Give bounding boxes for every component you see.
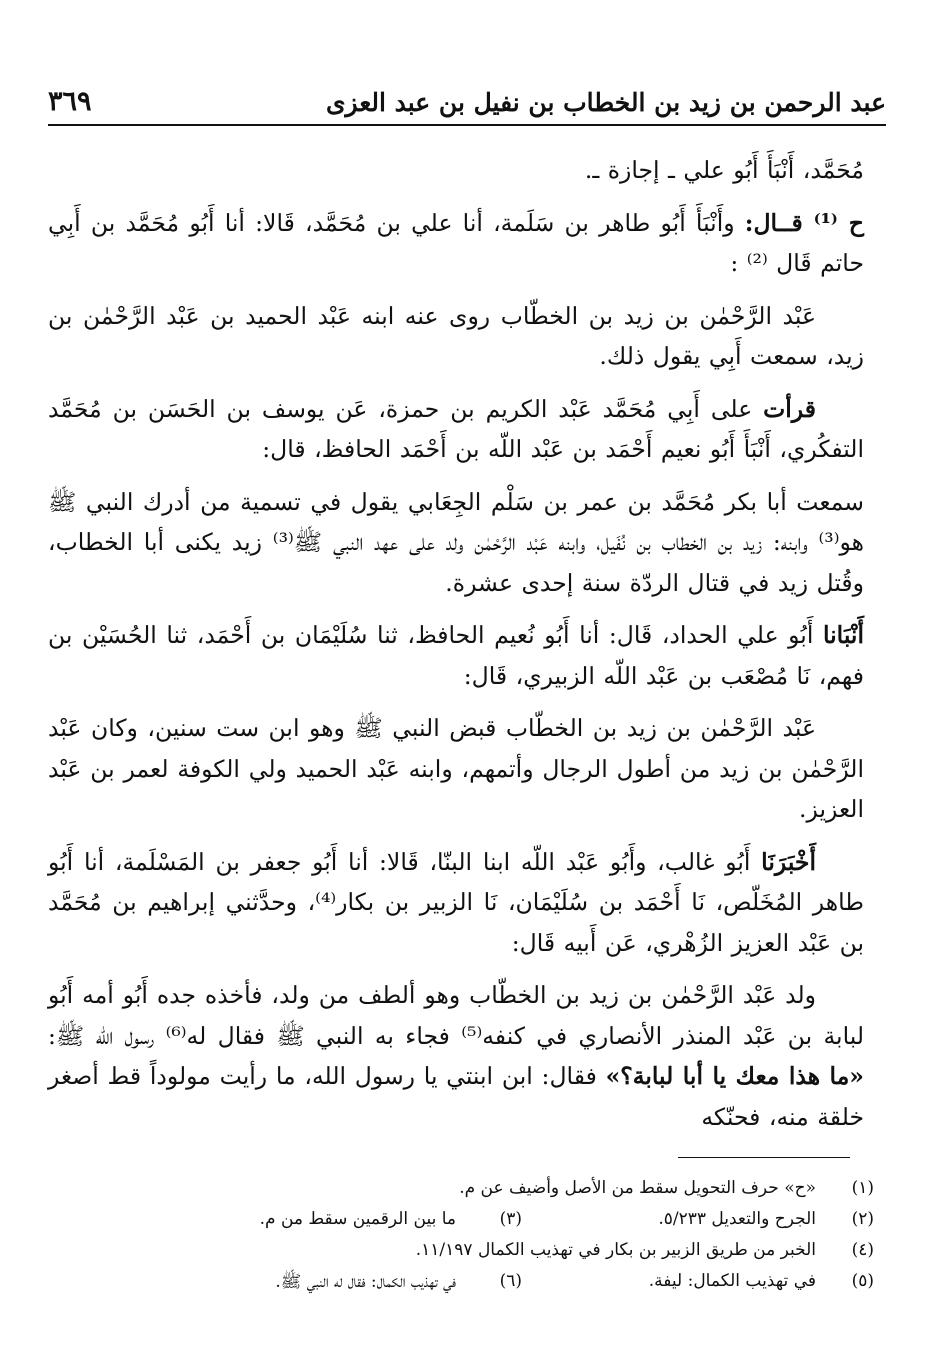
paragraph-text-tail: فقال: ابن ابنتي يا رسول الله، ما رأيت مولوداً قط أصغر خلقة منه، فحنّكه <box>48 1062 864 1131</box>
paragraph-text: أَبُو غالب، وأَبُو عَبْد اللّه ابنا البنّا، قَالا: أنا أَبُو جعفر بن المَسْلَمة، أنا أَبُو طاهر المُخَلّص، نَا أَحْمَد بن سُلَيْمَان، نَا الزبير بن بكار⁽⁴⁾، وحدَّثني إبراهيم بن مُحَمَّد بن عَبْد العزيز الزُهْري، عَن أَبيه قَال: <box>48 847 864 957</box>
paragraph-lead: أَخْبَرَنَا <box>761 847 816 876</box>
footnote-number: (٤) <box>851 1240 874 1260</box>
page-number: ٣٦٩ <box>48 86 92 117</box>
quoted-speech: «ما هذا معك يا أبا لبابة؟» <box>605 1062 864 1090</box>
paragraph-text: ولد عَبْد الرَّحْمٰن بن زيد بن الخطّاب وهو ألطف من ولد، فأخذه جده أَبُو أمه أَبُو لبابة بن عَبْد المنذر الأنصاري في كنفه⁽⁵⁾ فجاء به النبي ﷺ فقال له⁽⁶⁾ رسول الله ﷺ: <box>48 981 864 1050</box>
footnotes <box>48 1178 874 1302</box>
footnote-row <box>48 1271 874 1302</box>
paragraph-lead: ح ⁽¹⁾ قــال: <box>744 208 864 237</box>
running-title: عبد الرحمن بن زيد بن الخطاب بن نفيل بن عبد العزى <box>325 88 886 117</box>
page-header <box>48 84 886 126</box>
main-text <box>48 150 864 1149</box>
paragraph-text: مُحَمَّد، أَنْبَأَ أَبُو علي ـ إجازة ـ. <box>584 156 864 184</box>
footnote-row <box>48 1240 874 1271</box>
footnote-row <box>48 1209 874 1240</box>
footnote-text: في تهذيب الكمال: ليفة. <box>648 1271 816 1291</box>
paragraph <box>48 296 864 377</box>
footnote-text: الجرح والتعديل ٥/٢٣٣. <box>658 1209 816 1229</box>
paragraph-text: عَبْد الرَّحْمٰن بن زيد بن الخطّاب روى عنه ابنه عَبْد الحميد بن عَبْد الرَّحْمٰن بن زيد، سمعت أَبِي يقول ذلك. <box>48 301 864 370</box>
paragraph-text: سمعت أبا بكر مُحَمَّد بن عمر بن سَلْم الجِعَابي يقول في تسمية من أدرك النبي ﷺ هو⁽³⁾ وابنه: زيد بن الخطاب بن نُفَيل، وابنه عَبْد الرَّحْمٰن ولد على عهد النبي ﷺ⁽³⁾ زيد يكنى أبا الخطاب، وقُتل زيد في قتال الردّة سنة إحدى عشرة. <box>48 487 864 597</box>
paragraph <box>48 482 864 604</box>
footnote-text: «ح» حرف التحويل سقط من الأصل وأضيف عن م. <box>459 1178 816 1198</box>
paragraph-text: وأَنْبَأَ أَبُو طاهر بن سَلَمة، أنا علي بن مُحَمَّد، قَالا: أنا أَبُو مُحَمَّد بن أَبِي حاتم قَال ⁽²⁾ : <box>48 208 864 277</box>
paragraph <box>48 203 864 284</box>
footnote-number: (٣) <box>499 1209 522 1229</box>
paragraph <box>48 842 864 964</box>
paragraph-lead: أَنْبَانا <box>822 621 864 649</box>
paragraph-text: على أَبِي مُحَمَّد عَبْد الكريم بن حمزة، عَن يوسف بن الحَسَن بن مُحَمَّد التفكُري، أَنْبَأَ أَبُو نعيم أَحْمَد بن عَبْد اللّه بن أَحْمَد الحافظ، قال: <box>48 394 864 463</box>
paragraph <box>48 389 864 470</box>
footnote-text: الخبر من طريق الزبير بن بكار في تهذيب الكمال ١١/١٩٧. <box>415 1240 816 1260</box>
footnote-number: (٥) <box>851 1271 874 1291</box>
paragraph-lead: قرأت <box>763 394 816 423</box>
paragraph <box>48 975 864 1137</box>
footnote-row <box>48 1178 874 1209</box>
footnote-text: ما بين الرقمين سقط من م. <box>259 1209 456 1229</box>
footnote-text: في تهذيب الكمال: فقال له النبي ﷺ. <box>275 1272 456 1292</box>
paragraph <box>48 708 864 830</box>
paragraph-text: عَبْد الرَّحْمٰن بن زيد بن الخطّاب قبض النبي ﷺ وهو ابن ست سنين، وكان عَبْد الرَّحْمٰن بن زيد من أطول الرجال وأتمهم، وابنه عَبْد الحميد ولي الكوفة لعمر بن عَبْد العزيز. <box>48 714 864 823</box>
paragraph <box>48 150 864 191</box>
paragraph-text: أَبُو علي الحداد، قَال: أنا أَبُو نُعيم الحافظ، ثنا سُلَيْمَان بن أَحْمَد، ثنا الحُسَيْن بن فهم، نَا مُصْعَب بن عَبْد اللّه الزبيري، قَال: <box>48 621 864 690</box>
footnote-number: (١) <box>851 1178 874 1198</box>
footnote-separator <box>678 1157 850 1158</box>
footnote-number: (٢) <box>851 1209 874 1229</box>
footnote-number: (٦) <box>499 1271 522 1291</box>
paragraph <box>48 615 864 696</box>
